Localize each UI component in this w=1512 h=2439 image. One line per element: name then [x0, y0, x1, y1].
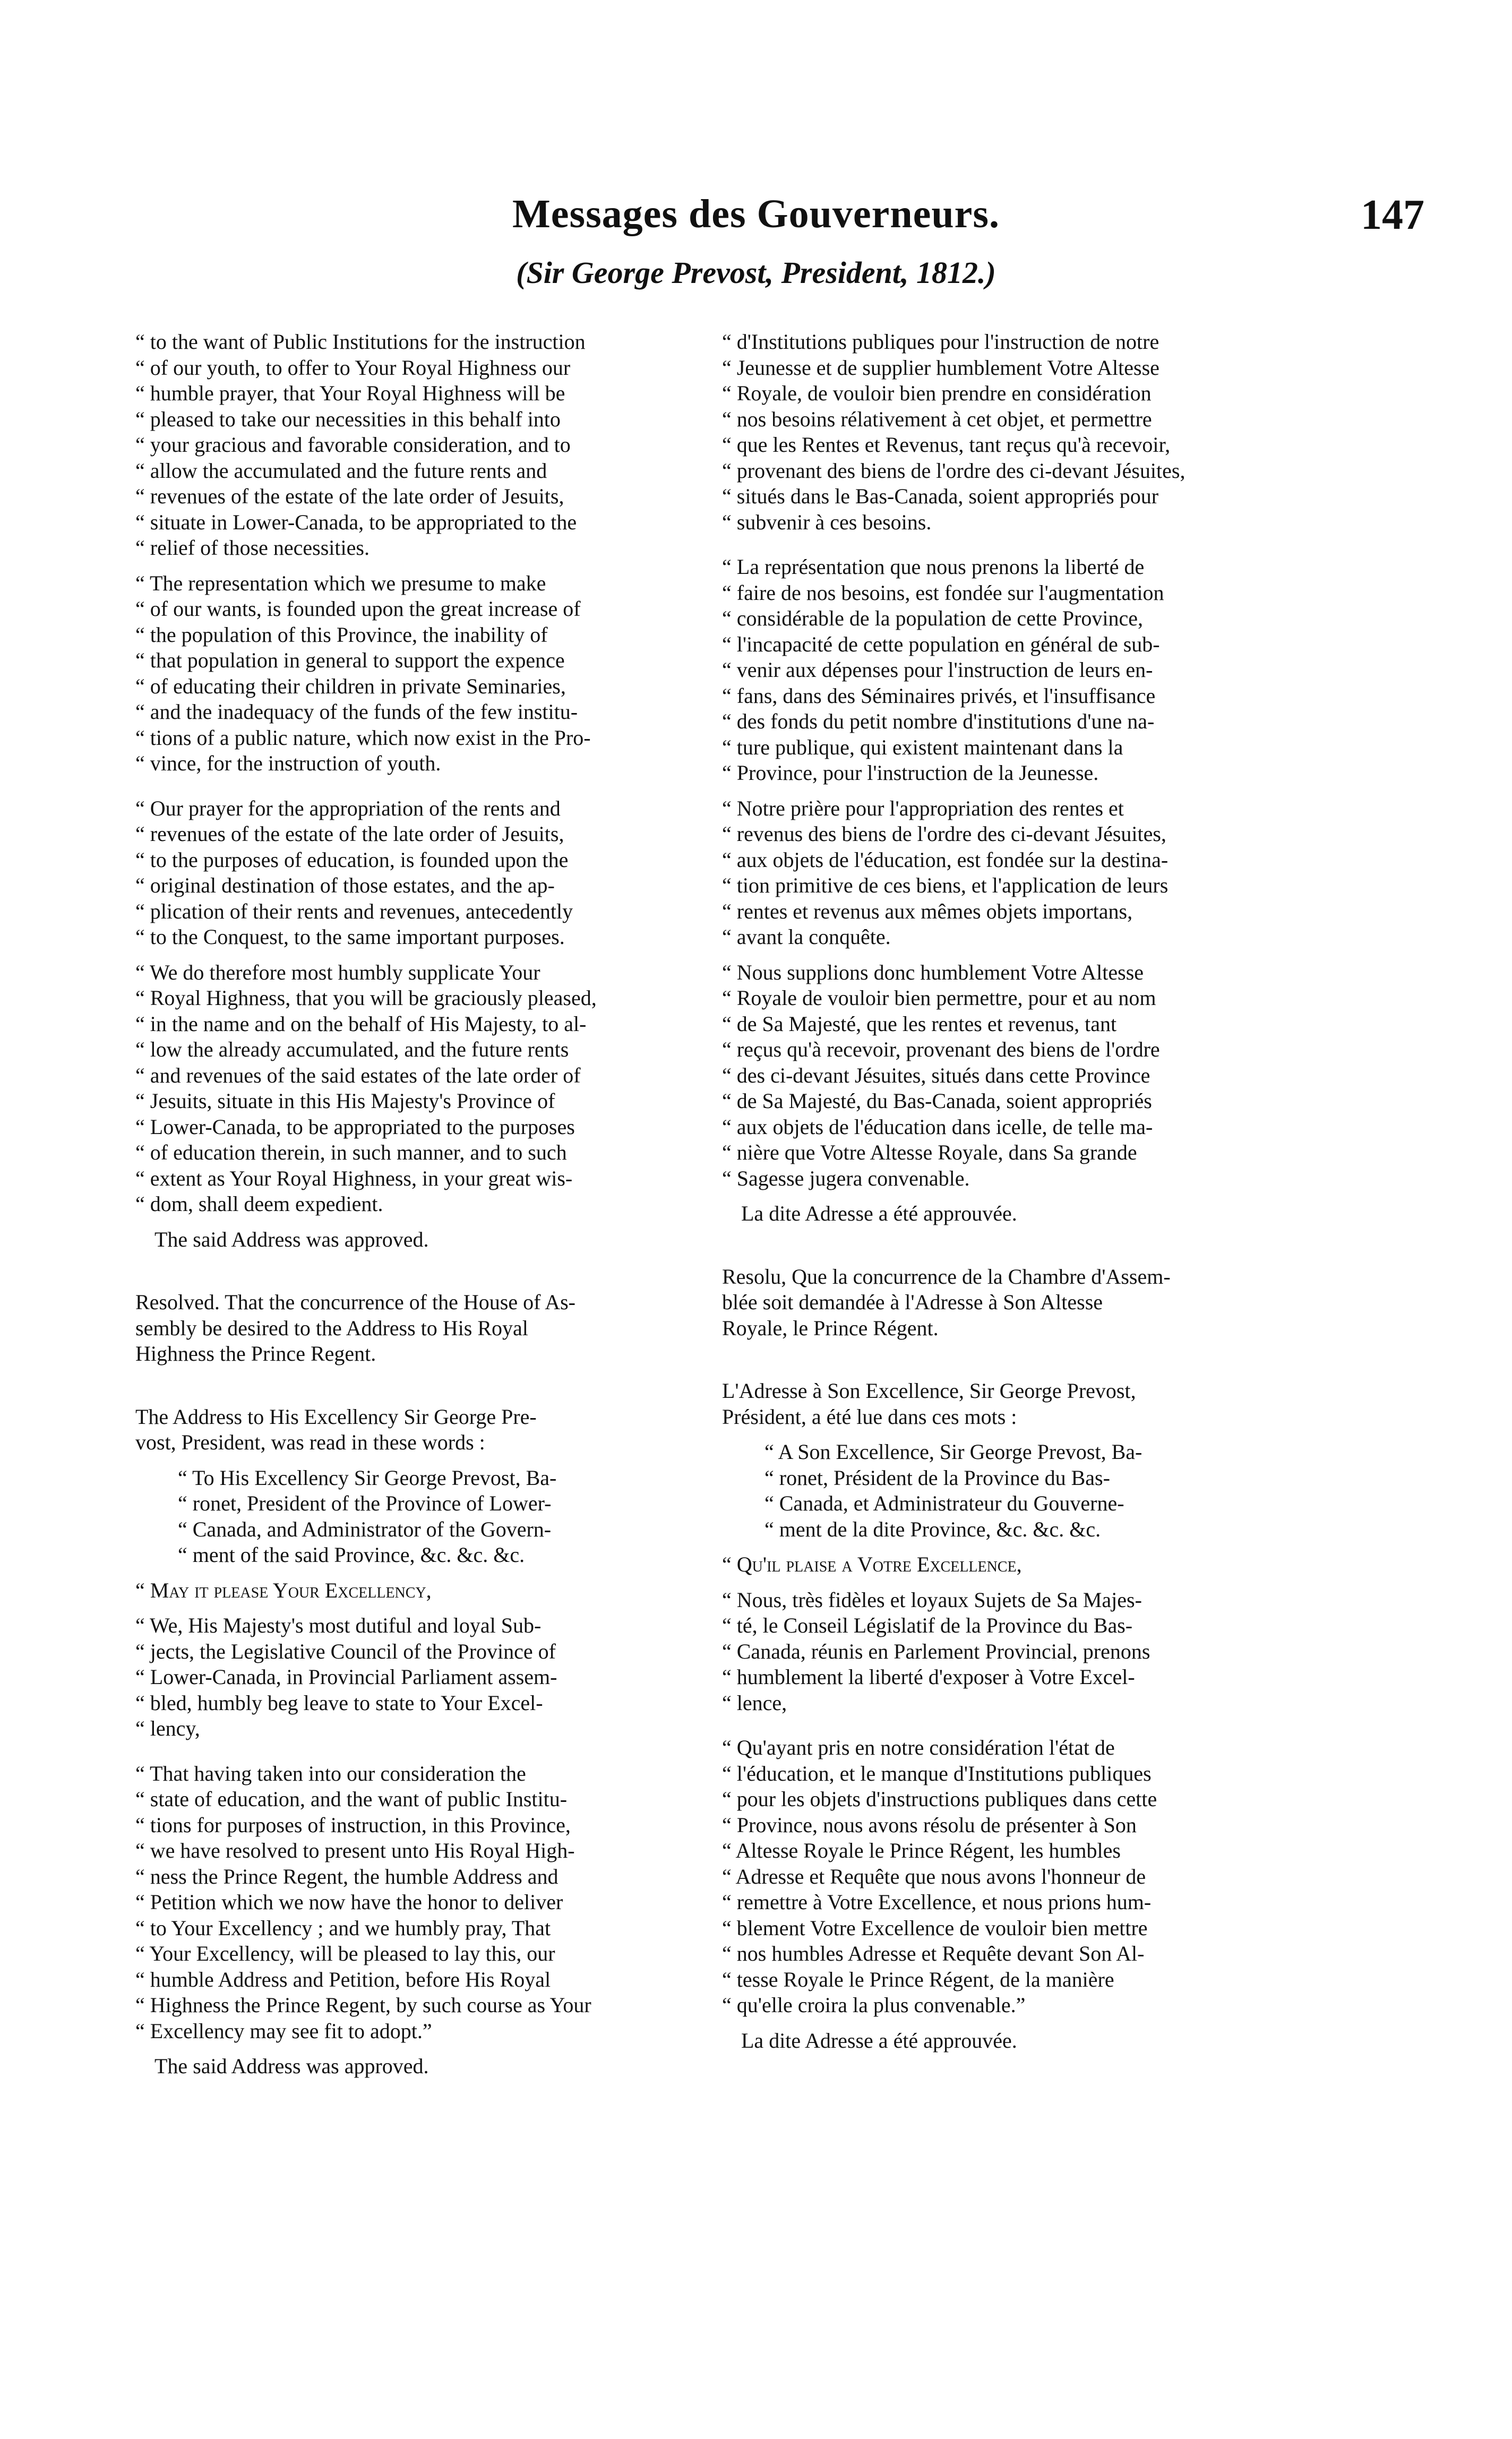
paragraph-en-2: “ The representation which we presume to make “ of our wants, is founded upon the great increase of “ the population of this Province, the inability of “ that population in general to support the expence “ of educating their children in private Seminaries, “ and the inadequacy of the funds of the few institu- “ tions of a public nature, which now exist in the Pro- “ vince, for the instruction of youth. [135, 571, 591, 775]
page-number: 147 [1361, 192, 1424, 238]
paragraph-fr-address-intro: L'Adresse à Son Excellence, Sir George Prevost, Président, a été lue dans ces mots : [722, 1379, 1136, 1429]
address-salutation-en: “ To His Excellency Sir George Prevost, Ba- “ ronet, President of the Province of Lower- “ Canada, and Administrator of the Govern- “ ment of the said Province, &c. &c. &c. [178, 1465, 557, 1567]
page-header [0, 191, 1512, 308]
paragraph-fr-4: “ Nous supplions donc humblement Votre Altesse “ Royale de vouloir bien permettre, pour et au nom “ de Sa Majesté, que les rentes et revenus, tant “ reçus qu'à recevoir, provenant des biens de l'ordre “ des ci-devant Jésuites, situés dans cette Province “ de Sa Majesté, du Bas-Canada, soient appropriés “ aux objets de l'éducation dans icelle, de telle ma- “ nière que Votre Altesse Royale, dans Sa grande “ Sagesse jugera convenable. [722, 960, 1160, 1190]
paragraph-en-5: “ We, His Majesty's most dutiful and loyal Sub- “ jects, the Legislative Council of the Province of “ Lower-Canada, in Provincial Parliament assem- “ bled, humbly beg leave to state to Your Excel- “ lency, [135, 1613, 557, 1740]
paragraph-fr-5: “ Nous, très fidèles et loyaux Sujets de Sa Majes- “ té, le Conseil Législatif de la Province du Bas- “ Canada, réunis en Parlement Provincial, prenons “ humblement la liberté d'exposer à Votre Excel- “ lence, [722, 1587, 1150, 1715]
approval-note-fr-2: La dite Adresse a été approuvée. [741, 2028, 1017, 2052]
address-salutation-fr: “ A Son Excellence, Sir George Prevost, Ba- “ ronet, Président de la Province du Bas- “ Canada, et Administrateur du Gouverne- “ ment de la dite Province, &c. &c. &c. [764, 1440, 1142, 1541]
page-title: Messages des Gouverneurs. [512, 192, 1000, 236]
resolution-en: Resolved. That the concurrence of the House of As- sembly be desired to the Address to His Royal Highness the Prince Regent. [135, 1290, 576, 1366]
paragraph-fr-6: “ Qu'ayant pris en notre considération l'état de “ l'éducation, et le manque d'Institutions publiques “ pour les objets d'instructions publiques dans cette “ Province, nous avons résolu de présenter à Son “ Altesse Royale le Prince Régent, les humbles “ Adresse et Requête que nous avons l'honneur de “ remettre à Votre Excellence, et nous prions hum- “ blement Votre Excellence de vouloir bien mettre “ nos humbles Adresse et Requête devant Son Al- “ tesse Royale le Prince Régent, de la manière “ qu'elle croira la plus convenable.” [722, 1736, 1157, 2017]
paragraph-en-4: “ We do therefore most humbly supplicate Your “ Royal Highness, that you will be graciously pleased, “ in the name and on the behalf of His Majesty, to al- “ low the already accumulated, and the future rents “ and revenues of the said estates of the late order of “ Jesuits, situate in this His Majesty's Province of “ Lower-Canada, to be appropriated to the purposes “ of education therein, in such manner, and to such “ extent as Your Royal Highness, in your great wis- “ dom, shall deem expedient. [135, 960, 597, 1216]
paragraph-fr-3: “ Notre prière pour l'appropriation des rentes et “ revenus des biens de l'ordre des ci-devant Jésuites, “ aux objets de l'éducation, est fondée sur la destina- “ tion primitive de ces biens, et l'application de leurs “ rentes et revenus aux mêmes objets importans, “ avant la conquête. [722, 796, 1169, 949]
english-column [135, 329, 711, 2080]
approval-note-en-1: The said Address was approved. [154, 1227, 429, 1251]
paragraph-en-6: “ That having taken into our consideration the “ state of education, and the want of public Institu- “ tions for purposes of instruction, in this Province, “ we have resolved to present unto His Royal High- “ ness the Prince Regent, the humble Address and “ Petition which we now have the honor to deliver “ to Your Excellency ; and we humbly pray, That “ Your Excellency, will be pleased to lay this, our “ humble Address and Petition, before His Royal “ Highness the Prince Regent, by such course as Your “ Excellency may see fit to adopt.” [135, 1761, 591, 2043]
paragraph-en-3: “ Our prayer for the appropriation of the rents and “ revenues of the estate of the late order of Jesuits, “ to the purposes of education, is founded upon the “ original destination of those estates, and the ap- “ plication of their rents and revenues, antecedently “ to the Conquest, to the same important purposes. [135, 796, 573, 949]
paragraph-en-1: “ to the want of Public Institutions for the instruction “ of our youth, to offer to Your Royal Highness our “ humble prayer, that Your Royal Highness will be “ pleased to take our necessities in this behalf into “ your gracious and favorable consideration, and to “ allow the accumulated and the future rents and “ revenues of the estate of the late order of Jesuits, “ situate in Lower-Canada, to be appropriated to the “ relief of those necessities. [135, 330, 586, 560]
paragraph-fr-2: “ La représentation que nous prenons la liberté de “ faire de nos besoins, est fondée sur l'augmentation “ considérable de la population de cette Province, “ l'incapacité de cette population en général de sub- “ venir aux dépenses pour l'instruction de leurs en- “ fans, dans des Séminaires privés, et l'insuffisance “ des fonds du petit nombre d'institutions d'une na- “ ture publique, qui existent maintenant dans la “ Province, pour l'instruction de la Jeunesse. [722, 555, 1164, 785]
approval-note-en-2: The said Address was approved. [154, 2054, 429, 2078]
french-column [722, 329, 1298, 2054]
page-subtitle: (Sir George Prevost, President, 1812.) [516, 255, 996, 290]
resolution-fr: Resolu, Que la concurrence de la Chambre d'Assem- blée soit demandée à l'Adresse à Son Altesse Royale, le Prince Régent. [722, 1264, 1171, 1340]
address-greeting-fr: “ Qu'il plaise a Votre Excellence, [722, 1552, 1022, 1576]
approval-note-fr-1: La dite Adresse a été approuvée. [741, 1201, 1017, 1225]
paragraph-fr-1: “ d'Institutions publiques pour l'instruction de notre “ Jeunesse et de supplier humblement Votre Altesse “ Royale, de vouloir bien prendre en considération “ nos besoins rélativement à cet objet, et permettre “ que les Rentes et Revenus, tant reçus qu'à recevoir, “ provenant des biens de l'ordre des ci-devant Jésuites, “ situés dans le Bas-Canada, soient appropriés pour “ subvenir à ces besoins. [722, 330, 1185, 534]
address-greeting-en: “ May it please Your Excellency, [135, 1578, 432, 1602]
paragraph-en-address-intro: The Address to His Excellency Sir George Pre- vost, President, was read in these words : [135, 1404, 537, 1454]
